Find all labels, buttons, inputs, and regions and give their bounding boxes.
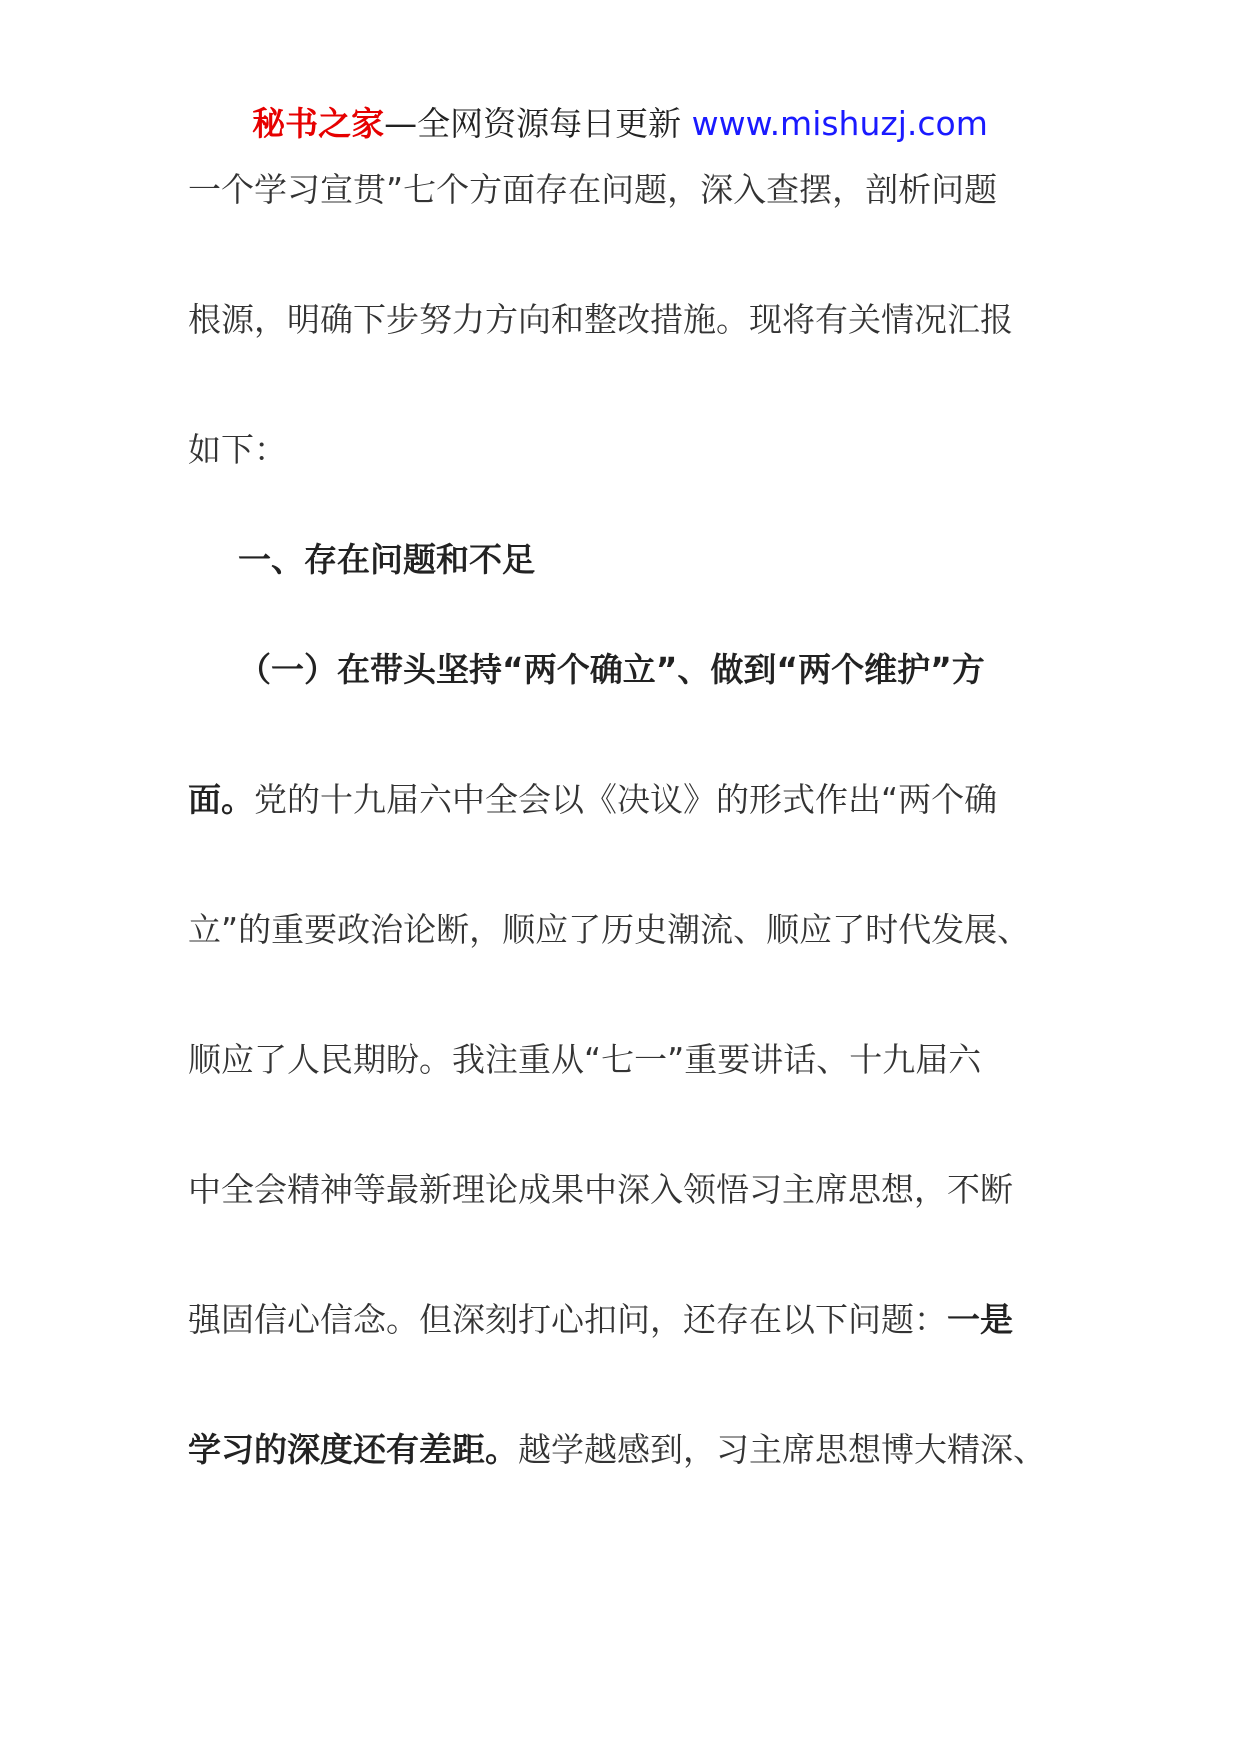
paragraph-line [188,1428,1068,1472]
paragraph-text: 越学越感到，习主席思想博大精深、 [518,1430,1046,1469]
paragraph-line: 中全会精神等最新理论成果中深入领悟习主席思想，不断 [188,1170,1013,1209]
point-label: 一是 [947,1300,1013,1339]
paragraph-line: 一个学习宣贯”七个方面存在问题，深入查摆，剖析问题 [188,170,998,209]
site-url-link[interactable]: www.mishuzj.com [691,104,988,143]
subsection-heading-end: 面。 [188,780,254,819]
paragraph-line: 根源，明确下步努力方向和整改措施。现将有关情况汇报 [188,300,1013,339]
paragraph-line: 如下： [188,430,287,469]
site-header [0,102,1240,146]
site-brand: 秘书之家 [252,104,385,143]
subsection-heading: （一）在带头坚持“两个确立”、做到“两个维护”方 [238,650,985,689]
paragraph-line [188,1298,1068,1342]
paragraph-text: 党的十九届六中全会以《决议》的形式作出“两个确 [254,780,998,819]
section-heading: 一、存在问题和不足 [238,540,535,579]
site-tagline: —全网资源每日更新 [384,104,682,143]
point-heading: 学习的深度还有差距。 [188,1430,518,1469]
paragraph-text: 强固信心信念。但深刻打心扣问，还存在以下问题： [188,1300,947,1339]
paragraph-line: 顺应了人民期盼。我注重从“七一”重要讲话、十九届六 [188,1040,982,1079]
paragraph-line [188,778,1068,822]
paragraph-line: 立”的重要政治论断，顺应了历史潮流、顺应了时代发展、 [188,910,1031,949]
